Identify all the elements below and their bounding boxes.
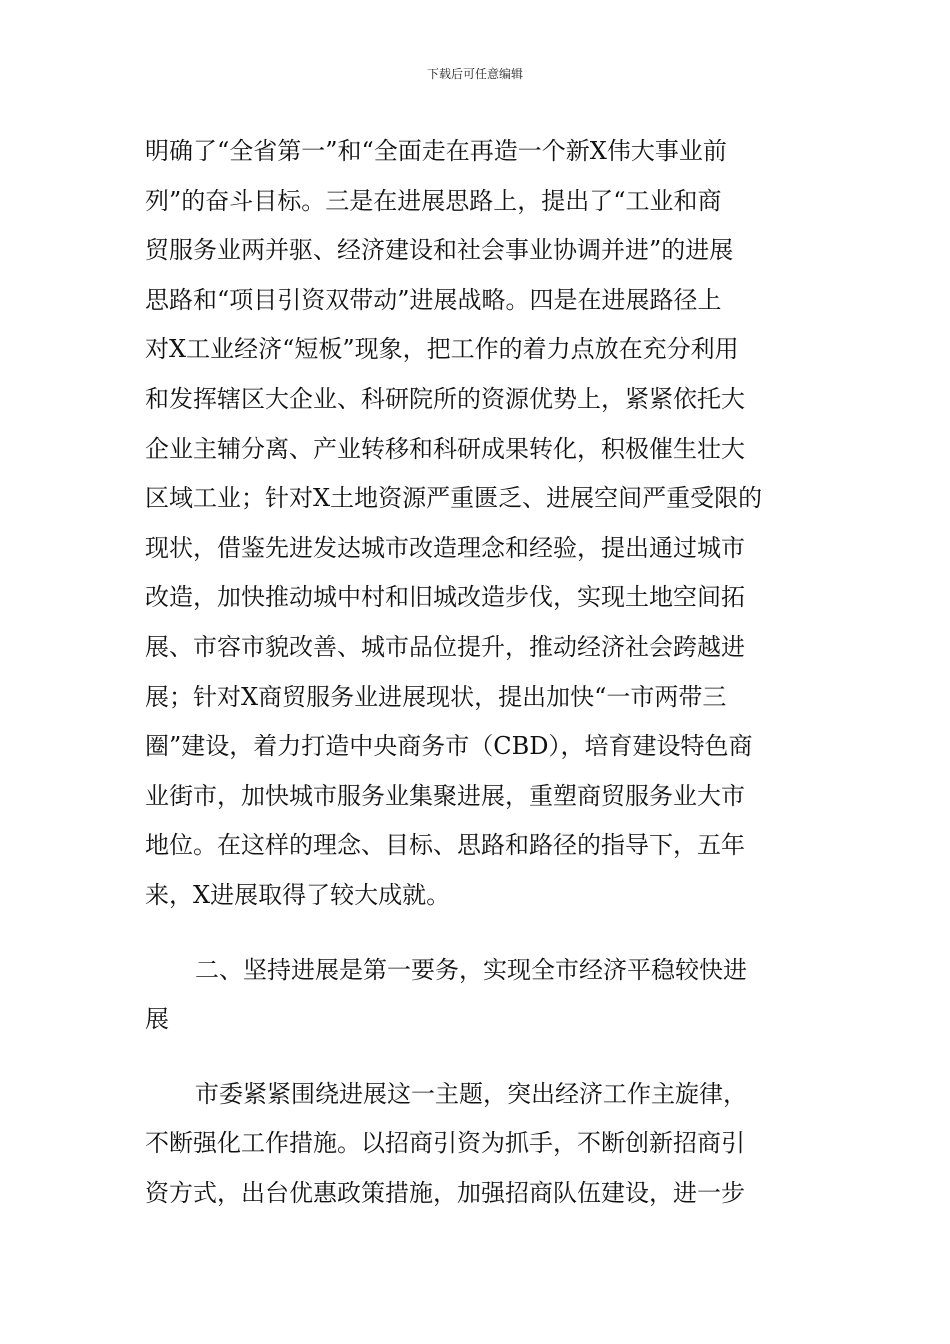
text-line: 和发挥辖区大企业、科研院所的资源优势上，紧紧依托大: [145, 384, 745, 413]
text-line: 企业主辅分离、产业转移和科研成果转化，积极催生壮大: [145, 434, 745, 463]
text-line: 区域工业；针对X土地资源严重匮乏、进展空间严重受限的: [145, 484, 763, 513]
text-line: 列”的奋斗目标。三是在进展思路上，提出了“工业和商: [145, 186, 722, 215]
text-line: 思路和“项目引资双带动”进展战略。四是在进展路径上: [145, 285, 722, 314]
text-line: 来，X进展取得了较大成就。: [145, 880, 451, 909]
text-line: 地位。在这样的理念、目标、思路和路径的指导下，五年: [145, 831, 745, 860]
text-line: 明确了“全省第一”和“全面走在再造一个新X伟大事业前: [145, 137, 727, 165]
paragraph-2: [145, 1070, 810, 1219]
text-line: 不断强化工作措施。以招商引资为抓手，不断创新招商引: [145, 1129, 745, 1158]
text-line: 改造，加快推动城中村和旧城改造步伐，实现土地空间拓: [145, 583, 745, 612]
heading-line: 展: [145, 1005, 169, 1034]
paragraph-spacer: [145, 921, 810, 946]
text-line: 展；针对X商贸服务业进展现状，提出加快“一市两带三: [145, 682, 727, 711]
text-line: 现状，借鉴先进发达城市改造理念和经验，提出通过城市: [145, 533, 745, 562]
text-line: 展、市容市貌改善、城市品位提升，推动经济社会跨越进: [145, 632, 745, 661]
page-header-note: 下载后可任意编辑: [426, 67, 523, 81]
text-line: 对X工业经济“短板”现象，把工作的着力点放在充分利用: [145, 335, 739, 364]
section-heading-2: [145, 946, 810, 1045]
text-line: 圈”建设，着力打造中央商务市（CBD），培育建设特色商: [145, 732, 753, 761]
document-body: [145, 127, 810, 1218]
heading-line: 二、坚持进展是第一要务，实现全市经济平稳较快进: [195, 955, 747, 984]
text-line: 贸服务业两并驱、经济建设和社会事业协调并进”的进展: [145, 236, 734, 265]
text-line: 市委紧紧围绕进展这一主题，突出经济工作主旋律，: [195, 1079, 747, 1108]
text-line: 业街市，加快城市服务业集聚进展，重塑商贸服务业大市: [145, 781, 745, 810]
text-line: 资方式，出台优惠政策措施，加强招商队伍建设，进一步: [145, 1178, 745, 1207]
paragraph-spacer: [145, 1045, 810, 1070]
paragraph-1: [145, 127, 810, 921]
